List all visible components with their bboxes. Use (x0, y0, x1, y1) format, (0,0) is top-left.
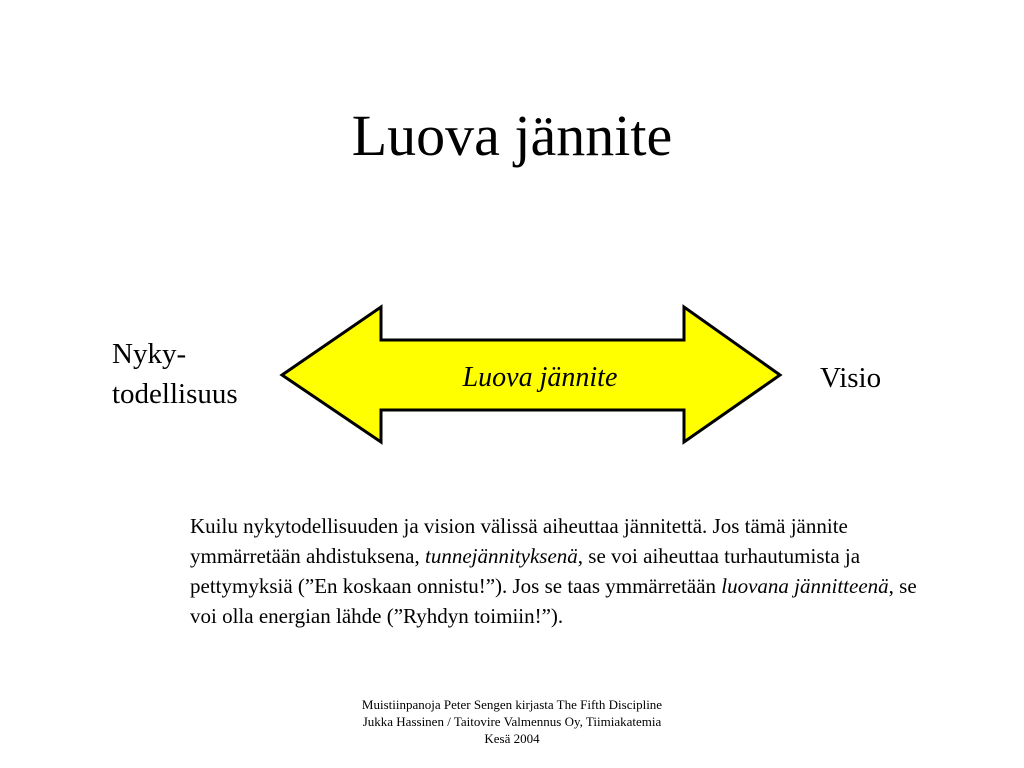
body-emphasis-2: luovana jännitteenä (721, 574, 889, 598)
body-text-part3: , se voi olla energian lähde (”Ryhdyn toimiin!”). (190, 574, 917, 628)
footer (300, 696, 724, 747)
footer-line-2: Jukka Hassinen / Taitovire Valmennus Oy, Tiimiakatemia (362, 714, 662, 729)
body-text-part2: , se voi aiheuttaa turhautumista ja pettymyksiä (”En koskaan onnistu!”). Jos se taas ymmärretään (190, 544, 861, 598)
current-reality-label-line1: Nyky- (112, 338, 187, 370)
arrow-label: Luova jännite (462, 362, 618, 393)
vision-label: Visio (820, 362, 882, 394)
current-reality-label-line2: todellisuus (112, 378, 238, 410)
slide-title: Luova jännite (351, 103, 673, 168)
footer-line-1: Muistiinpanoja Peter Sengen kirjasta The Fifth Discipline (361, 697, 663, 712)
body-text-part1: Kuilu nykytodellisuuden ja vision välissä aiheuttaa jännitettä. Jos tämä jännite ymmärretään ahdistuksena, (190, 514, 848, 568)
body-emphasis-1: tunnejännityksenä (425, 544, 578, 568)
body-paragraph (190, 511, 930, 631)
footer-line-3: Kesä 2004 (484, 731, 540, 746)
